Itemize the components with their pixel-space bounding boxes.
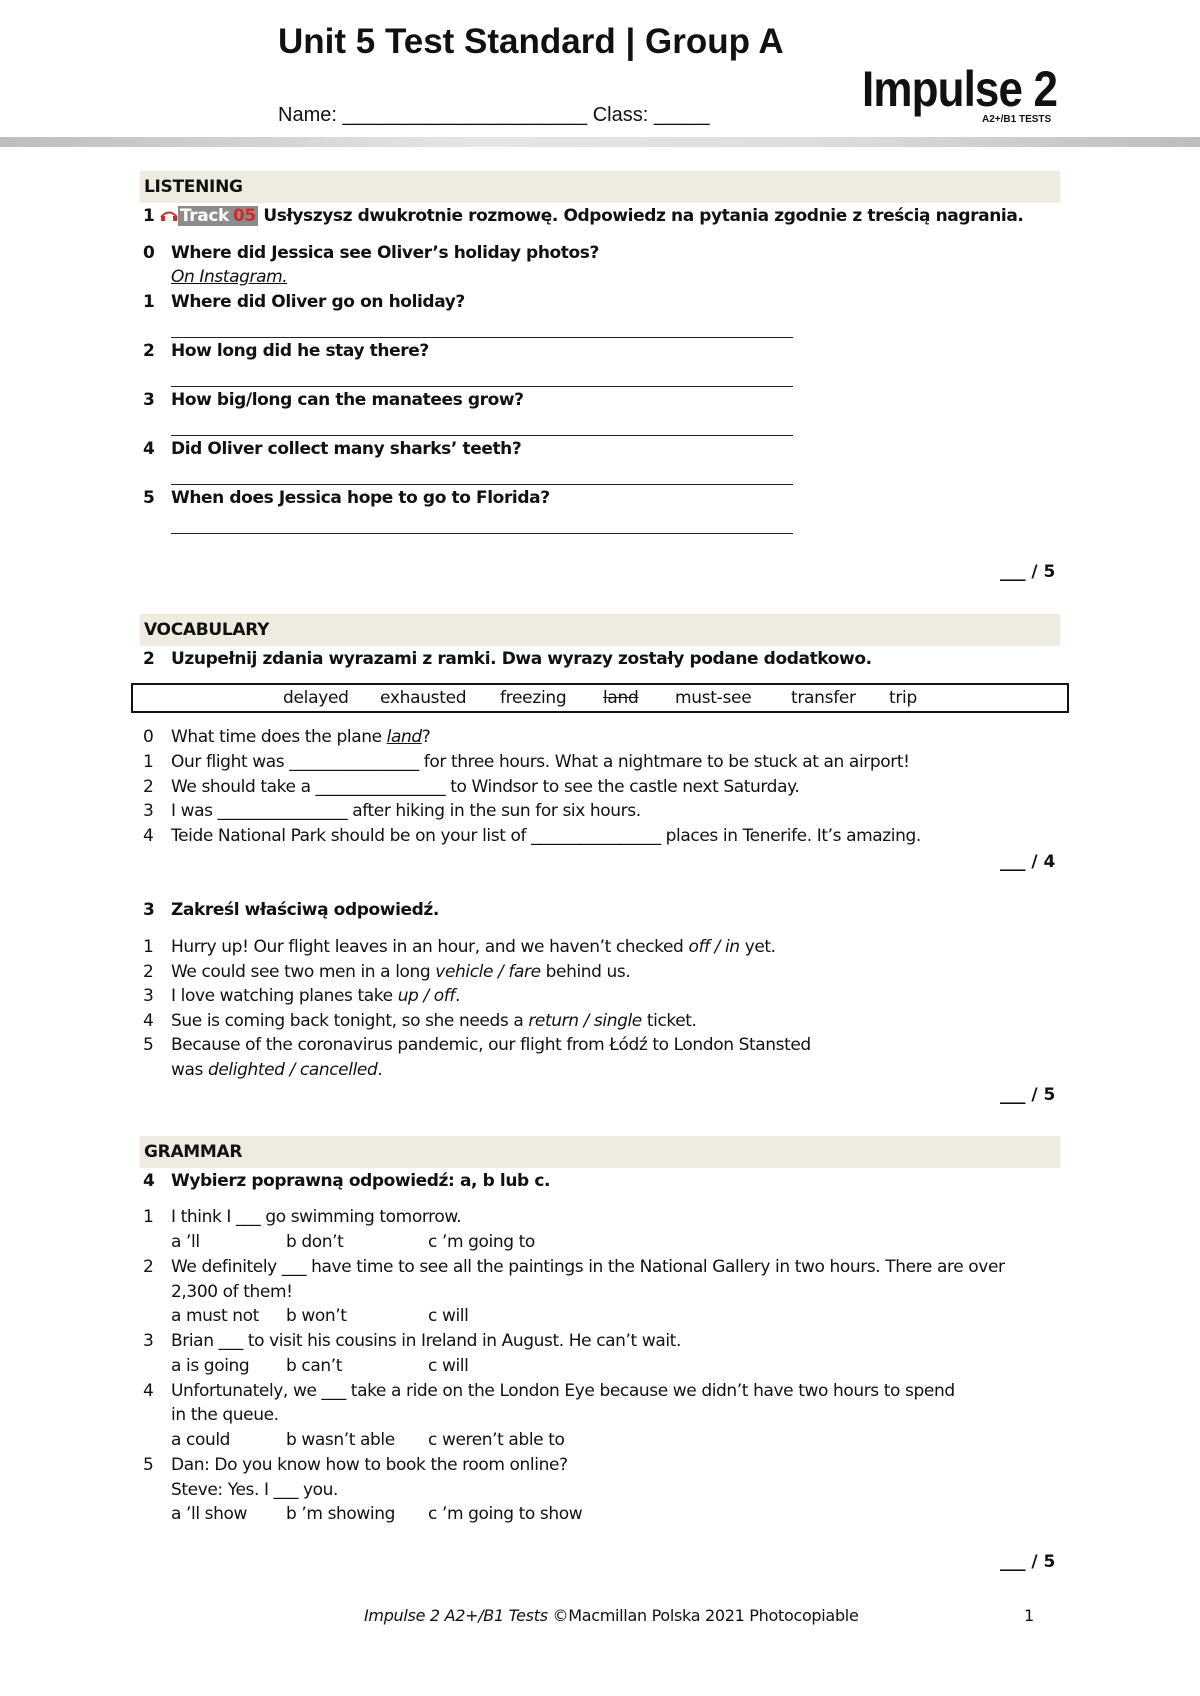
item-number: 2 bbox=[143, 962, 154, 982]
option-a[interactable]: a is going bbox=[171, 1356, 250, 1376]
option-c[interactable]: c will bbox=[428, 1356, 469, 1376]
item-number: 5 bbox=[143, 1455, 154, 1475]
sentence-text: behind us. bbox=[540, 962, 631, 982]
item-number: 5 bbox=[143, 1035, 154, 1055]
fill-sentence[interactable]: Teide National Park should be on your list of ________________ places in Tenerife. It’s amazing. bbox=[171, 826, 921, 846]
option-a[interactable]: a could bbox=[171, 1430, 231, 1450]
option-c[interactable]: c ’m going to show bbox=[428, 1504, 583, 1524]
sentence-text: I love watching planes take bbox=[171, 986, 398, 1006]
item-number: 0 bbox=[143, 727, 154, 747]
task-instruction: Zakreśl właściwą odpowiedź. bbox=[171, 900, 439, 920]
gap-sentence: Brian ___ to visit his cousins in Ireland in August. He can’t wait. bbox=[171, 1331, 681, 1351]
logo-subtitle: A2+/B1 TESTS bbox=[982, 114, 1052, 125]
gap-sentence: I think I ___ go swimming tomorrow. bbox=[171, 1207, 462, 1227]
example-question: Where did Jessica see Oliver’s holiday photos? bbox=[171, 243, 599, 263]
fill-sentence[interactable]: Our flight was ________________ for three hours. What a nightmare to be stuck at an airport! bbox=[171, 752, 910, 772]
page-title: Unit 5 Test Standard | Group A bbox=[278, 22, 784, 61]
section-grammar: GRAMMAR bbox=[140, 1136, 1060, 1168]
choice-options[interactable]: delighted / cancelled bbox=[207, 1060, 378, 1080]
item-number: 4 bbox=[143, 1381, 154, 1401]
item-number: 2 bbox=[143, 1257, 154, 1277]
example-sentence bbox=[171, 727, 430, 747]
choice-options[interactable]: vehicle / fare bbox=[435, 962, 541, 982]
logo: Impulse 2 bbox=[862, 61, 1058, 117]
word-box-item: must-see bbox=[675, 688, 752, 708]
page-number: 1 bbox=[1024, 1606, 1035, 1625]
option-b[interactable]: b won’t bbox=[286, 1306, 347, 1326]
item-number: 3 bbox=[143, 1331, 154, 1351]
task-number: 2 bbox=[143, 649, 155, 669]
word-box-item: transfer bbox=[791, 688, 856, 708]
question-text: How long did he stay there? bbox=[171, 341, 429, 361]
score-grammar: ___ / 5 bbox=[1000, 1552, 1056, 1572]
question-number: 4 bbox=[143, 439, 155, 459]
question-text: Did Oliver collect many sharks’ teeth? bbox=[171, 439, 522, 459]
item-number: 1 bbox=[143, 752, 154, 772]
choice-options[interactable]: off / in bbox=[688, 937, 740, 957]
question-text: When does Jessica hope to go to Florida? bbox=[171, 488, 550, 508]
item-number: 4 bbox=[143, 826, 154, 846]
option-b[interactable]: b wasn’t able bbox=[286, 1430, 395, 1450]
task-number: 4 bbox=[143, 1171, 155, 1191]
word-box-item: trip bbox=[889, 688, 917, 708]
choice-options[interactable]: up / off bbox=[397, 986, 455, 1006]
item-number: 4 bbox=[143, 1011, 154, 1031]
fill-sentence[interactable]: We should take a ________________ to Windsor to see the castle next Saturday. bbox=[171, 777, 800, 797]
gap-sentence: Dan: Do you know how to book the room online? bbox=[171, 1455, 568, 1475]
choice-sentence bbox=[171, 986, 460, 1006]
task-number: 3 bbox=[143, 900, 155, 920]
example-answer: On Instagram. bbox=[171, 267, 288, 287]
sentence-text: Sue is coming back tonight, so she needs a bbox=[171, 1011, 529, 1031]
example-number: 0 bbox=[143, 243, 155, 263]
score-vocabulary-3: ___ / 5 bbox=[1000, 1085, 1056, 1105]
option-c[interactable]: c ’m going to bbox=[428, 1232, 535, 1252]
fill-sentence[interactable]: I was ________________ after hiking in the sun for six hours. bbox=[171, 801, 641, 821]
choice-sentence bbox=[171, 1060, 382, 1080]
answer-line[interactable] bbox=[171, 435, 793, 436]
option-b[interactable]: b don’t bbox=[286, 1232, 344, 1252]
word-box-item: freezing bbox=[500, 688, 567, 708]
option-a[interactable]: a must not bbox=[171, 1306, 259, 1326]
option-b[interactable]: b ’m showing bbox=[286, 1504, 395, 1524]
option-a[interactable]: a ’ll show bbox=[171, 1504, 248, 1524]
example-text: What time does the plane bbox=[171, 727, 387, 747]
sentence-text: Because of the coronavirus pandemic, our flight from Łódź to London Stansted bbox=[171, 1035, 811, 1055]
gap-sentence: Unfortunately, we ___ take a ride on the London Eye because we didn’t have two hours to spend bbox=[171, 1381, 955, 1401]
section-vocabulary: VOCABULARY bbox=[140, 614, 1060, 646]
headphones-icon bbox=[160, 210, 178, 222]
sentence-text: ticket. bbox=[641, 1011, 697, 1031]
sentence-text: We could see two men in a long bbox=[171, 962, 436, 982]
option-c[interactable]: c will bbox=[428, 1306, 469, 1326]
answer-line[interactable] bbox=[171, 337, 793, 338]
gap-sentence: 2,300 of them! bbox=[171, 1282, 293, 1302]
task-instruction: Wybierz poprawną odpowiedź: a, b lub c. bbox=[171, 1171, 551, 1191]
section-listening: LISTENING bbox=[140, 171, 1060, 203]
question-number: 2 bbox=[143, 341, 155, 361]
option-b[interactable]: b can’t bbox=[286, 1356, 343, 1376]
footer-copyright bbox=[364, 1606, 859, 1625]
header-divider bbox=[0, 137, 1200, 147]
choice-options[interactable]: return / single bbox=[528, 1011, 642, 1031]
track-number: 05 bbox=[232, 206, 256, 226]
word-box-item: delayed bbox=[283, 688, 349, 708]
gap-sentence: We definitely ___ have time to see all the paintings in the National Gallery in two hours. There are over bbox=[171, 1257, 1005, 1277]
score-listening: ___ / 5 bbox=[1000, 562, 1056, 582]
example-text: ? bbox=[421, 727, 431, 747]
item-number: 2 bbox=[143, 777, 154, 797]
item-number: 1 bbox=[143, 1207, 154, 1227]
name-class-line: Name: ______________________ Class: _____ bbox=[278, 104, 710, 126]
choice-sentence bbox=[171, 1011, 697, 1031]
score-vocabulary-2: ___ / 4 bbox=[1000, 852, 1056, 872]
choice-sentence bbox=[171, 937, 776, 957]
task-number: 1 bbox=[143, 206, 155, 226]
answer-line[interactable] bbox=[171, 484, 793, 485]
choice-sentence bbox=[171, 962, 630, 982]
question-number: 3 bbox=[143, 390, 155, 410]
track-label: Track bbox=[179, 206, 229, 226]
word-box bbox=[131, 683, 1069, 713]
answer-line[interactable] bbox=[171, 533, 793, 534]
question-number: 1 bbox=[143, 292, 155, 312]
question-number: 5 bbox=[143, 488, 155, 508]
answer-line[interactable] bbox=[171, 386, 793, 387]
word-box-item-used: land bbox=[603, 688, 639, 708]
example-answer: land bbox=[386, 727, 422, 747]
sentence-text: was bbox=[171, 1060, 208, 1080]
sentence-text: . bbox=[454, 986, 460, 1006]
item-number: 3 bbox=[143, 801, 154, 821]
sentence-text: yet. bbox=[739, 937, 776, 957]
listening-task bbox=[143, 206, 1023, 226]
footer-book: Impulse 2 A2+/B1 Tests bbox=[364, 1606, 548, 1625]
sentence-text: Hurry up! Our flight leaves in an hour, and we haven’t checked bbox=[171, 937, 689, 957]
footer-rest: ©Macmillan Polska 2021 Photocopiable bbox=[547, 1606, 859, 1625]
question-text: How big/long can the manatees grow? bbox=[171, 390, 524, 410]
sentence-text: . bbox=[377, 1060, 383, 1080]
task-instruction: Usłyszysz dwukrotnie rozmowę. Odpowiedz na pytania zgodnie z treścią nagrania. bbox=[263, 206, 1024, 226]
option-c[interactable]: c weren’t able to bbox=[428, 1430, 565, 1450]
option-a[interactable]: a ’ll bbox=[171, 1232, 200, 1252]
item-number: 3 bbox=[143, 986, 154, 1006]
gap-sentence: in the queue. bbox=[171, 1405, 279, 1425]
question-text: Where did Oliver go on holiday? bbox=[171, 292, 465, 312]
gap-sentence: Steve: Yes. I ___ you. bbox=[171, 1480, 338, 1500]
task-instruction: Uzupełnij zdania wyrazami z ramki. Dwa wyrazy zostały podane dodatkowo. bbox=[171, 649, 872, 669]
item-number: 1 bbox=[143, 937, 154, 957]
word-box-item: exhausted bbox=[380, 688, 467, 708]
